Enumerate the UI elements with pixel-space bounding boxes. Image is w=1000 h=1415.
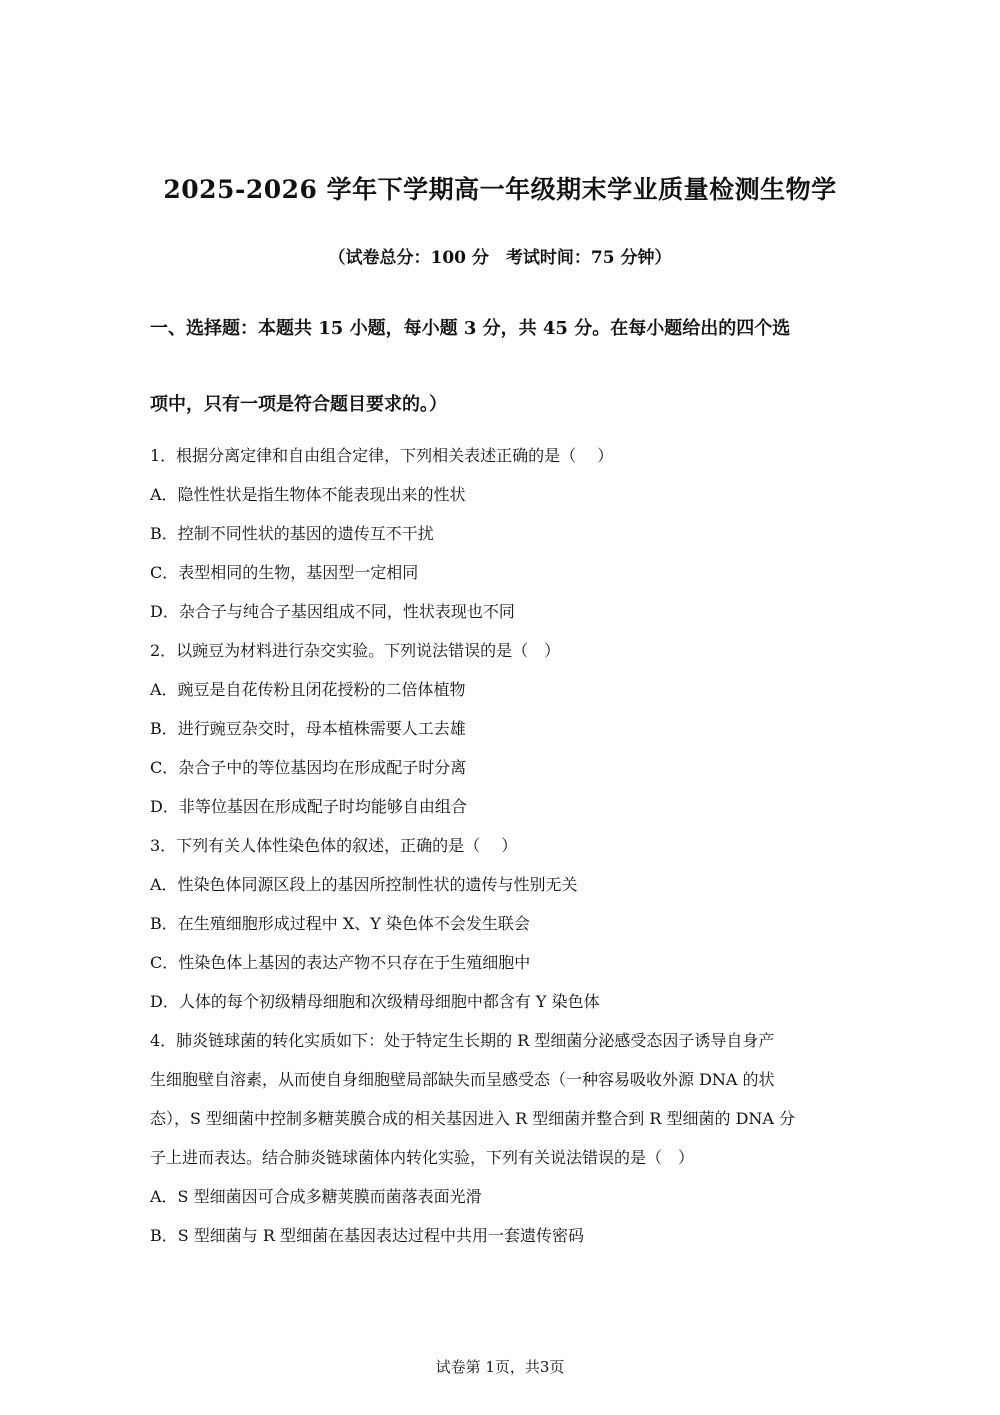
question-1-option-a: A．隐性性状是指生物体不能表现出来的性状	[150, 485, 466, 504]
question-2-option-d: D．非等位基因在形成配子时均能够自由组合	[150, 797, 467, 816]
question-4-stem-line-2: 生细胞壁自溶素，从而使自身细胞壁局部缺失而呈感受态（一种容易吸收外源 DNA 的状	[150, 1070, 775, 1089]
question-3-option-c: C．性染色体上基因的表达产物不只存在于生殖细胞中	[150, 953, 531, 972]
section-heading-line-1: 一、选择题：本题共 15 小题，每小题 3 分，共 45 分。在每小题给出的四个选	[150, 318, 791, 339]
question-1-stem: 1．根据分离定律和自由组合定律，下列相关表述正确的是（ ）	[150, 446, 614, 465]
question-3-option-a: A．性染色体同源区段上的基因所控制性状的遗传与性别无关	[150, 875, 578, 894]
question-3-stem: 3．下列有关人体性染色体的叙述，正确的是（ ）	[150, 836, 518, 855]
question-1-option-b: B．控制不同性状的基因的遗传互不干扰	[150, 524, 434, 543]
exam-subtitle: （试卷总分：100 分 考试时间：75 分钟）	[328, 248, 672, 268]
question-2-option-a: A．豌豆是自花传粉且闭花授粉的二倍体植物	[150, 680, 466, 699]
question-2-option-c: C．杂合子中的等位基因均在形成配子时分离	[150, 758, 467, 777]
question-3-option-b: B．在生殖细胞形成过程中 X、Y 染色体不会发生联会	[150, 914, 530, 933]
exam-title: 2025-2026 学年下学期高一年级期末学业质量检测生物学	[163, 175, 837, 204]
section-heading-line-2: 项中，只有一项是符合题目要求的。）	[150, 394, 447, 415]
question-4-stem-line-1: 4．肺炎链球菌的转化实质如下：处于特定生长期的 R 型细菌分泌感受态因子诱导自身产	[150, 1031, 775, 1050]
question-2-option-b: B．进行豌豆杂交时，母本植株需要人工去雄	[150, 719, 466, 738]
question-4-stem-line-4: 子上进而表达。结合肺炎链球菌体内转化实验，下列有关说法错误的是（ ）	[150, 1148, 695, 1167]
question-4-option-a: A．S 型细菌因可合成多糖荚膜而菌落表面光滑	[150, 1187, 482, 1206]
question-4-option-b: B．S 型细菌与 R 型细菌在基因表达过程中共用一套遗传密码	[150, 1226, 585, 1245]
question-3-option-d: D．人体的每个初级精母细胞和次级精母细胞中都含有 Y 染色体	[150, 992, 600, 1011]
question-1-option-d: D．杂合子与纯合子基因组成不同，性状表现也不同	[150, 602, 515, 621]
page-footer: 试卷第 1页，共3页	[435, 1358, 565, 1376]
question-2-stem: 2．以豌豆为材料进行杂交实验。下列说法错误的是（ ）	[150, 641, 561, 660]
question-4-stem-line-3: 态），S 型细菌中控制多糖荚膜合成的相关基因进入 R 型细菌并整合到 R 型细菌的 DNA 分	[150, 1109, 796, 1128]
question-1-option-c: C．表型相同的生物，基因型一定相同	[150, 563, 419, 582]
